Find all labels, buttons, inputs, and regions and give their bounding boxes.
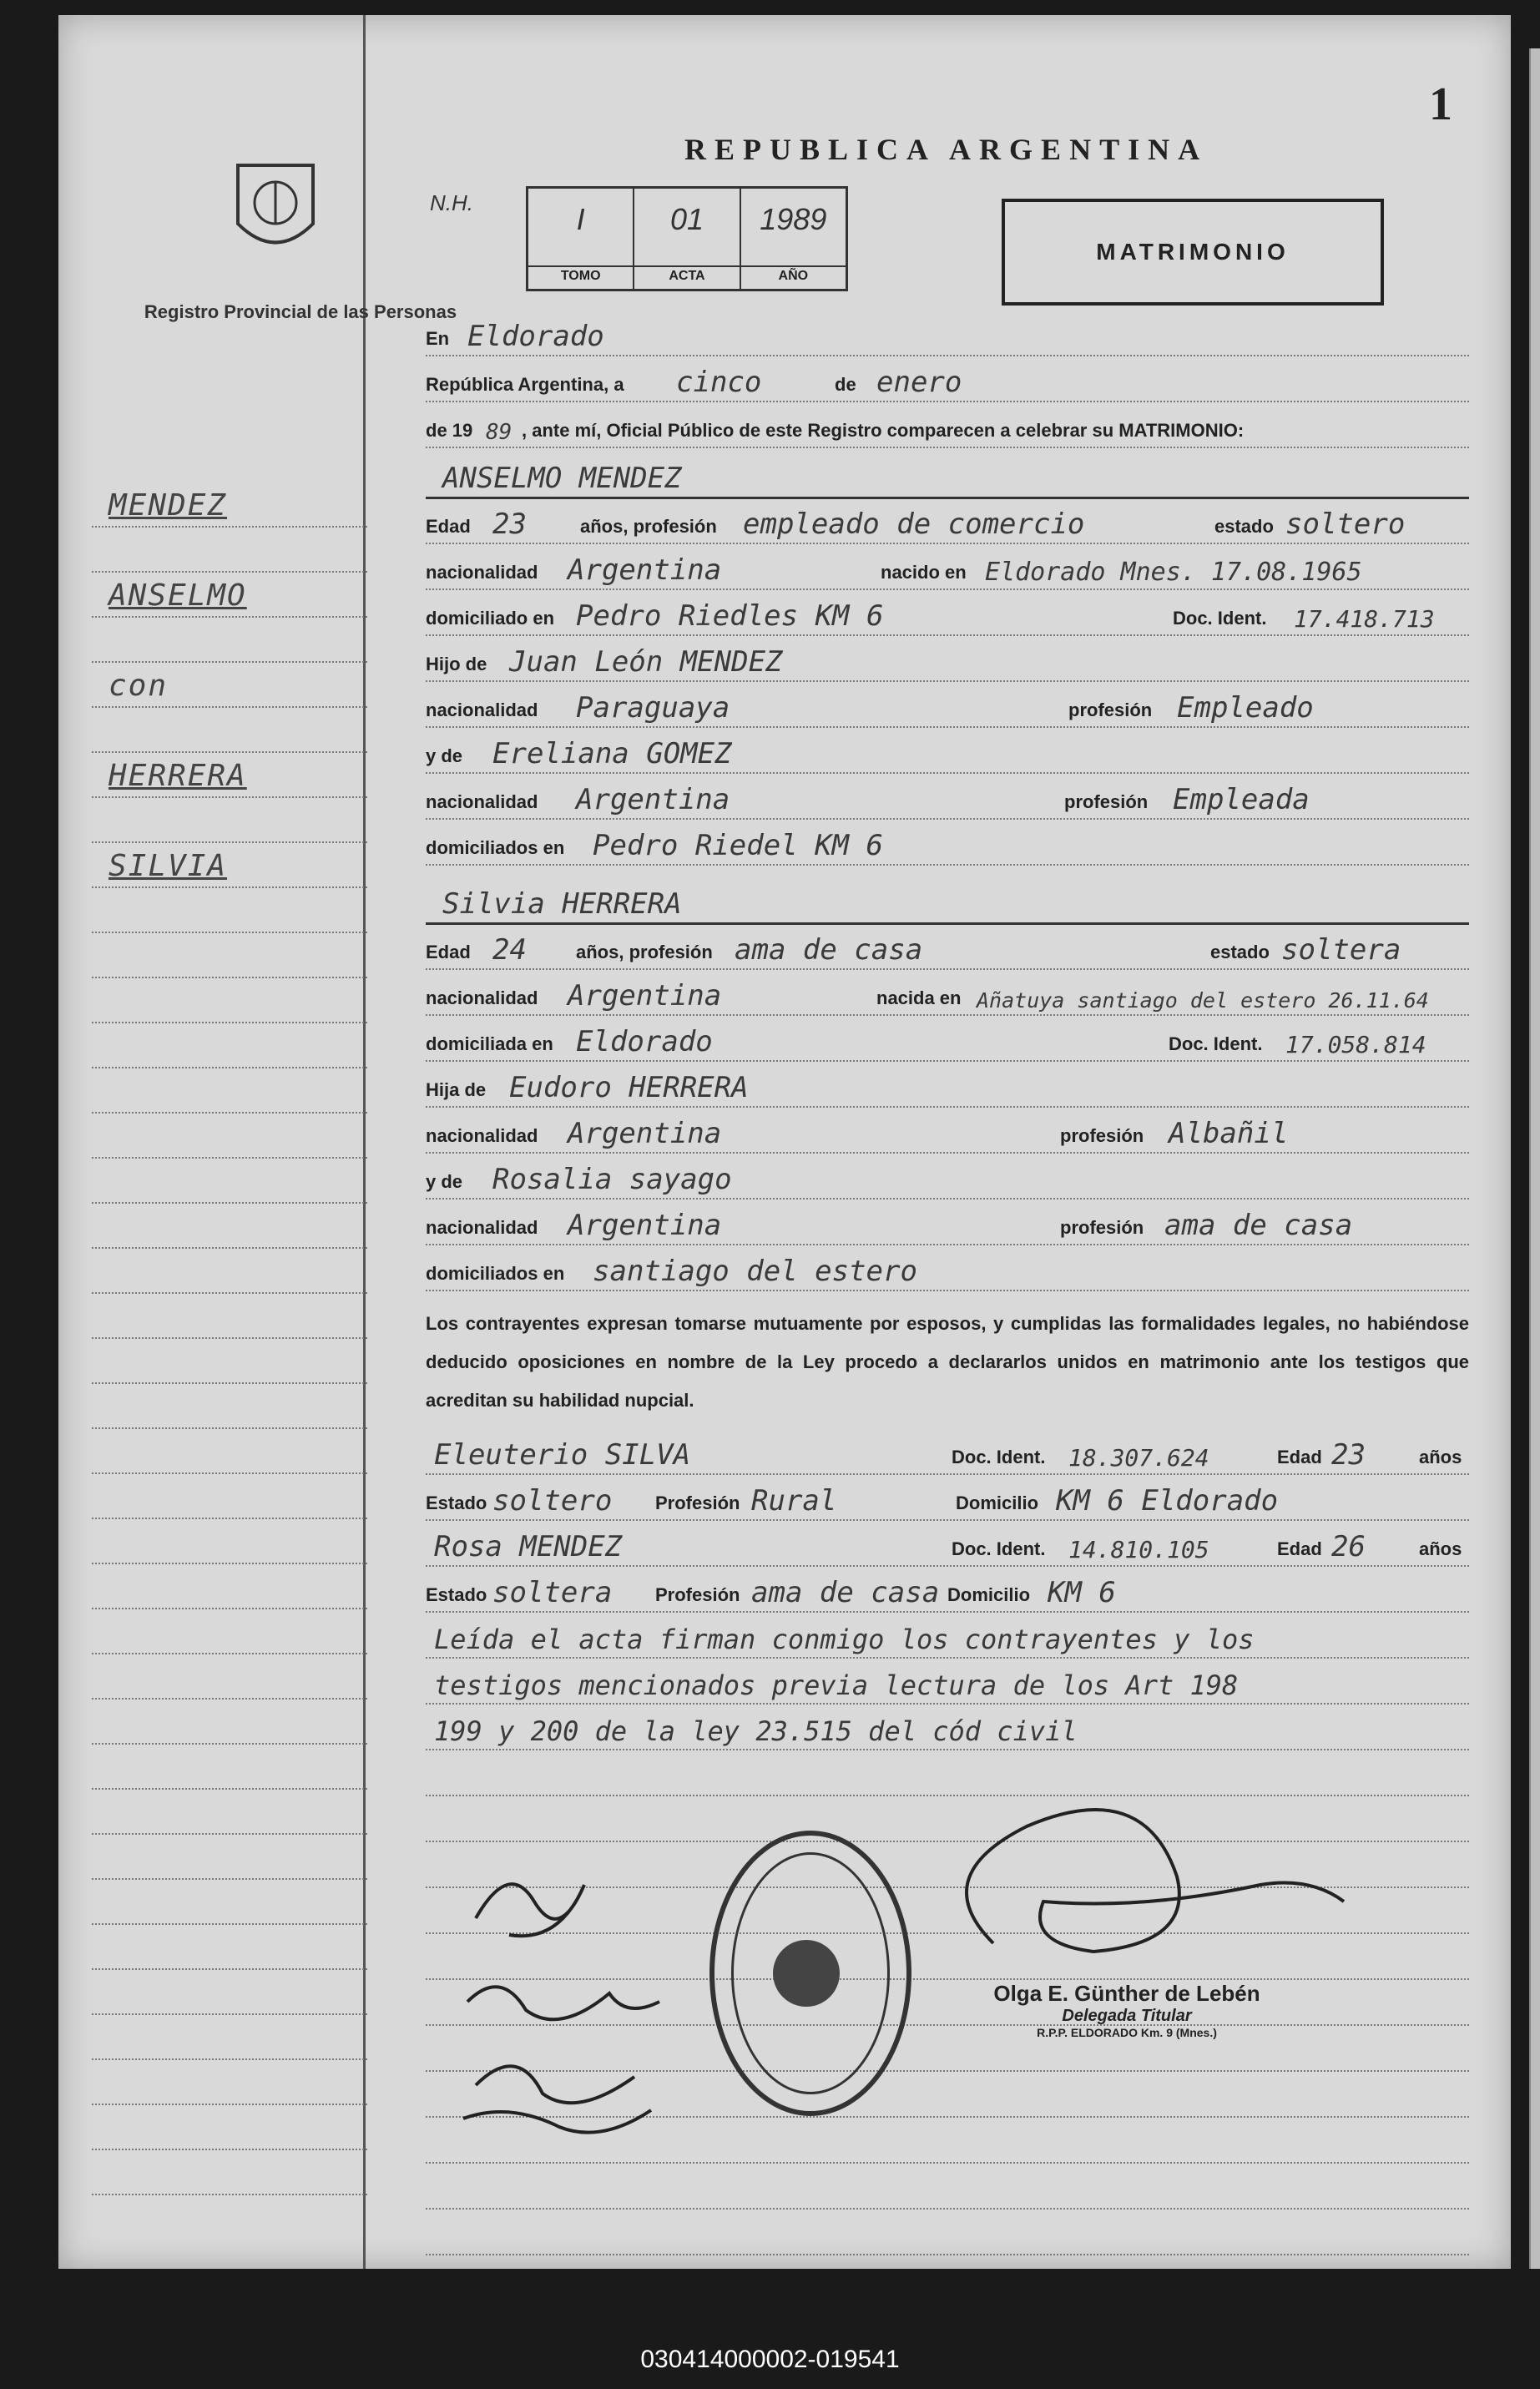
signatures-left-icon xyxy=(459,1851,668,2152)
row-bride-parents-address: domiciliados en santiago del estero xyxy=(426,1246,1469,1291)
row-groom-mother-nat: nacionalidad Argentina profesión Empleada xyxy=(426,775,1469,820)
row-bride-name xyxy=(426,879,1469,925)
groom-name: ANSELMO MENDEZ xyxy=(442,462,682,495)
folio-number: 1 xyxy=(1429,78,1452,130)
row-witness2-details: Estado soltera Profesión ama de casa Domicilio KM 6 xyxy=(426,1568,1469,1613)
officer-name: Olga E. Günther de Lebén xyxy=(993,1981,1260,2006)
row-closing-1: Leída el acta firman conmigo los contrayentes y los xyxy=(426,1614,1469,1659)
anio-value: 1989 xyxy=(760,202,827,236)
document-id: 030414000002-019541 xyxy=(640,2346,900,2373)
row-witness1-details: Estado soltero Profesión Rural Domicilio KM 6 Eldorado xyxy=(426,1476,1469,1521)
officer-signature-icon xyxy=(927,1776,1361,1993)
row-groom-father: Hijo de Juan León MENDEZ xyxy=(426,637,1469,682)
margin-index xyxy=(92,482,367,2195)
row-witness2-name: Rosa MENDEZ Doc. Ident. 14.810.105 Edad 26 años xyxy=(426,1522,1469,1567)
volume-box xyxy=(526,186,848,291)
row-groom-mother: y de Ereliana GOMEZ xyxy=(426,729,1469,774)
record-type-box: MATRIMONIO xyxy=(1002,199,1384,306)
place-value: Eldorado xyxy=(467,320,604,353)
officer-block xyxy=(952,1981,1302,2039)
row-bride-father-nat: nacionalidad Argentina profesión Albañil xyxy=(426,1109,1469,1154)
row-groom-name xyxy=(426,453,1469,499)
row-closing-2: testigos mencionados previa lectura de los Art 198 xyxy=(426,1659,1469,1705)
stamp-emblem-icon xyxy=(773,1940,840,2007)
row-closing-3: 199 y 200 de la ley 23.515 del cód civil xyxy=(426,1705,1469,1750)
row-groom-address: domiciliado en Pedro Riedles KM 6 Doc. Ident. 17.418.713 xyxy=(426,591,1469,636)
day-value: cinco xyxy=(676,366,762,399)
margin-name2: SILVIA xyxy=(109,849,228,883)
bride-name: Silvia HERRERA xyxy=(442,887,682,921)
acta-value: 01 xyxy=(669,202,704,236)
row-bride-age: Edad 24 años, profesión ama de casa estado soltera xyxy=(426,925,1469,970)
declaration-text: Los contrayentes expresan tomarse mutuamente por esposos, y cumplidas las formalidades legales, no habiéndose deducido oposiciones en nombre de la Ley procedo a declararlos unidos en matrimonio ante los testigos que acreditan su habilidad nupcial. xyxy=(426,1313,1469,1411)
annotation: N.H. xyxy=(430,190,473,215)
row-year: de 19 89 , ante mí, Oficial Público de este Registro comparecen a celebrar su MATRIMONIO: xyxy=(426,403,1469,448)
row-groom-parents-address: domiciliados en Pedro Riedel KM 6 xyxy=(426,821,1469,866)
page-edge xyxy=(1529,48,1540,2269)
row-bride-father: Hija de Eudoro HERRERA xyxy=(426,1063,1469,1108)
row-groom-nationality: nacionalidad Argentina nacido en Eldorado Mnes. 17.08.1965 xyxy=(426,545,1469,590)
officer-title: Delegada Titular xyxy=(1062,2007,1192,2025)
row-bride-nationality: nacionalidad Argentina nacida en Añatuya santiago del estero 26.11.64 xyxy=(426,971,1469,1016)
registry-stamp xyxy=(709,1831,911,2116)
tomo-label: TOMO xyxy=(528,265,633,284)
record-page xyxy=(58,15,1511,2269)
row-bride-address: domiciliada en Eldorado Doc. Ident. 17.058.814 xyxy=(426,1017,1469,1062)
row-groom-father-nat: nacionalidad Paraguaya profesión Empleado xyxy=(426,683,1469,728)
row-bride-mother-nat: nacionalidad Argentina profesión ama de casa xyxy=(426,1200,1469,1245)
province-seal-icon xyxy=(230,157,321,265)
row-witness1-name: Eleuterio SILVA Doc. Ident. 18.307.624 Edad 23 años xyxy=(426,1430,1469,1475)
row-groom-age: Edad 23 años, profesión empleado de comercio estado soltero xyxy=(426,499,1469,544)
row-date: República Argentina, a cinco de enero xyxy=(426,357,1469,402)
month-value: enero xyxy=(876,366,962,399)
margin-surname: MENDEZ xyxy=(109,488,228,523)
margin-surname2: HERRERA xyxy=(109,759,247,793)
anio-label: AÑO xyxy=(741,265,846,284)
margin-name: ANSELMO xyxy=(109,578,247,613)
year-value: 89 xyxy=(486,420,512,445)
margin-column xyxy=(58,15,457,2269)
registry-title: Registro Provincial de las Personas xyxy=(144,301,457,322)
country-title: REPUBLICA ARGENTINA xyxy=(684,133,1209,166)
officer-office: R.P.P. ELDORADO Km. 9 (Mnes.) xyxy=(1037,2026,1217,2039)
tomo-value: I xyxy=(576,202,585,236)
row-place: En Eldorado xyxy=(426,311,1469,356)
row-bride-mother: y de Rosalia sayago xyxy=(426,1154,1469,1200)
margin-con: con xyxy=(109,669,169,703)
acta-label: ACTA xyxy=(634,265,739,284)
